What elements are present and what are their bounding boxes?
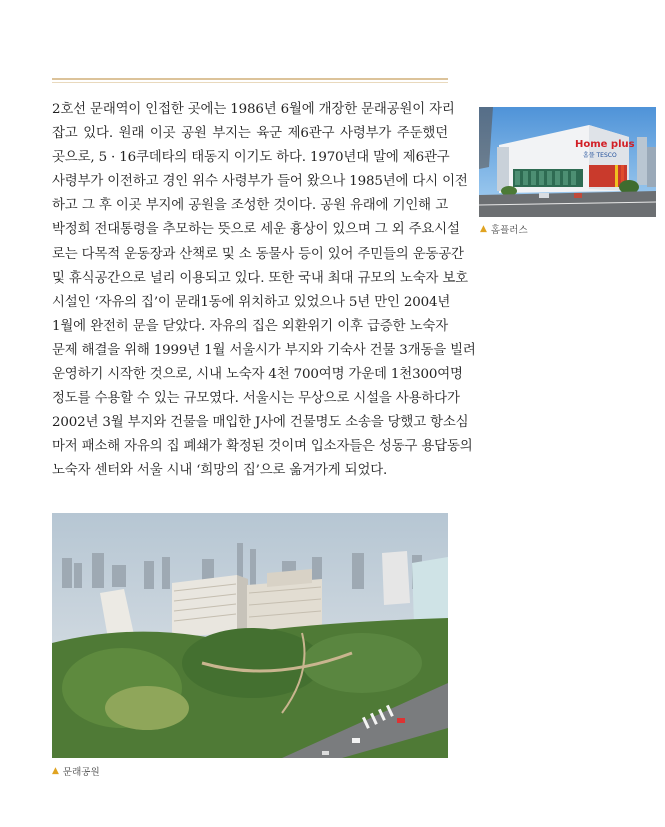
mullae-park-caption [52,764,100,778]
article-line: 박정희 전대통령을 추모하는 뜻으로 세운 흉상이 있으며 그 외 주요시설 [52,222,460,238]
article-line: 사령부가 이전하고 경인 위수 사령부가 들어 왔으나 1985년에 다시 이전 [52,174,468,190]
sign-subtext: 홈플 TESCO [583,152,617,159]
article-line: 곳으로, 5 · 16쿠데타의 태동지 이기도 하다. 1970년대 말에 제6관구 [52,150,450,166]
article-line: 및 휴식공간으로 널리 이용되고 있다. 또한 국내 최대 규모의 노숙자 보호 [52,270,468,286]
article-line: 1월에 완전히 문을 닫았다. 자유의 집은 외환위기 이후 급증한 노숙자 [52,318,448,334]
triangle-icon: ▲ [52,766,59,776]
caption-text: 홈플러스 [490,225,528,236]
mullae-park-photo [52,513,448,758]
article-body [52,98,476,484]
homeplus-caption [480,222,528,236]
homeplus-photo [479,107,656,217]
article-line: 문제 해결을 위해 1999년 1월 서울시가 부지와 기숙사 건물 3개동을 빌려 [52,342,476,358]
article-line: 2호선 문래역이 인접한 곳에는 1986년 6월에 개장한 문래공원이 자리 [52,102,455,117]
caption-text: 문래공원 [62,767,100,778]
top-divider [52,78,448,82]
article-line: 마저 패소해 자유의 집 폐쇄가 확정된 것이며 입소자들은 성동구 용답동의 [52,439,473,455]
article-line: 운영하기 시작한 것으로, 시내 노숙자 4천 700여명 가운데 1천300여명 [52,367,463,383]
article-line: 2002년 3월 부지와 건물을 매입한 J사에 건물명도 소송을 당했고 항소심 [52,415,469,431]
article-line: 정도를 수용할 수 있는 규모였다. 서울시는 무상으로 시설을 사용하다가 [52,391,460,407]
sign-text: Home plus [575,139,635,150]
article-line: 하고 그 후 이곳 부지에 공원을 조성한 것이다. 공원 유래에 기인해 고 [52,198,448,214]
article-line: 로는 다목적 운동장과 산책로 및 소 동물사 등이 있어 주민들의 운동공간 [52,246,464,262]
triangle-icon: ▲ [480,224,487,234]
article-line: 잡고 있다. 원래 이곳 공원 부지는 육군 제6관구 사령부가 주둔했던 [52,126,448,142]
article-line: 시설인 ‘자유의 집’이 문래1동에 위치하고 있었으나 5년 만인 2004년 [52,294,451,310]
article-line: 노숙자 센터와 서울 시내 ‘희망의 집’으로 옮겨가게 되었다. [52,463,388,479]
